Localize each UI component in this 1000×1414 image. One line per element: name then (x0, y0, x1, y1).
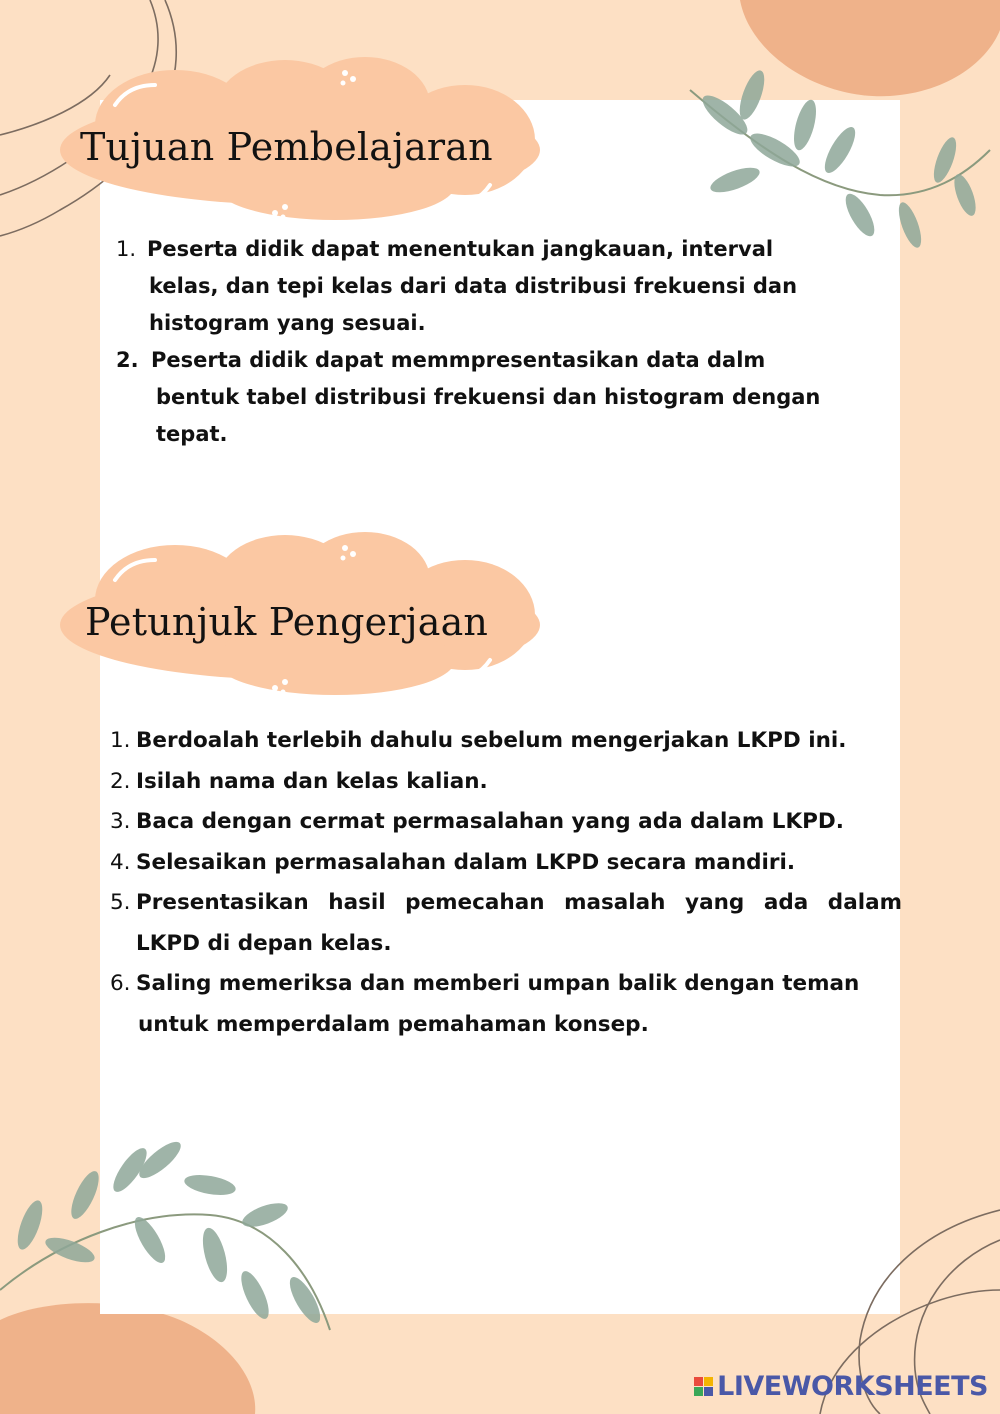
liveworksheets-brand[interactable] (694, 1371, 988, 1402)
list-item-text: Berdoalah terlebih dahulu sebelum mengerjakan LKPD ini. (136, 728, 847, 753)
list-item-text: Presentasikan hasil pemecahan masalah yang ada dalam (136, 890, 902, 915)
list-item-text: Peserta didik dapat memmpresentasikan data dalm (151, 348, 766, 372)
list-item (110, 883, 902, 964)
list-item-number: 2. (110, 768, 131, 794)
list-item-number: 1. (110, 728, 131, 753)
section-title-instructions: Petunjuk Pengerjaan (85, 600, 489, 644)
list-item-text: Saling memeriksa dan memberi umpan balik dengan teman (136, 971, 860, 996)
instructions-list (110, 721, 902, 1045)
list-item (110, 802, 902, 843)
list-item (110, 843, 902, 884)
liveworksheets-logo-icon (694, 1377, 713, 1396)
list-item-text: bentuk tabel distribusi frekuensi dan histogram dengan (156, 385, 821, 409)
brand-name: LIVEWORKSHEETS (717, 1371, 988, 1402)
list-item (110, 964, 902, 1045)
list-item-number: 4. (110, 849, 131, 875)
list-item-number: 5. (110, 890, 131, 915)
list-item-number: 2. (116, 348, 139, 372)
list-item-text: LKPD di depan kelas. (136, 930, 392, 956)
list-item-text: Isilah nama dan kelas kalian. (136, 768, 488, 794)
list-item (116, 342, 886, 453)
list-item-text-block (110, 964, 902, 1045)
list-item-text: untuk memperdalam pemahaman konsep. (138, 1011, 649, 1037)
list-item (110, 762, 902, 803)
list-item (116, 231, 886, 342)
list-item-text: kelas, dan tepi kelas dari data distribusi frekuensi dan (149, 274, 798, 298)
list-item (110, 721, 902, 762)
section-title-objectives: Tujuan Pembelajaran (80, 125, 493, 169)
list-item-text-block (110, 883, 902, 964)
list-item-text: Baca dengan cermat permasalahan yang ada dalam LKPD. (136, 809, 844, 834)
list-item-number: 6. (110, 971, 131, 996)
objectives-list (116, 231, 886, 453)
list-item-text: histogram yang sesuai. (149, 311, 426, 335)
list-item-number: 1. (116, 237, 137, 261)
list-item-text: Selesaikan permasalahan dalam LKPD secara mandiri. (136, 849, 796, 875)
list-item-text: tepat. (156, 422, 228, 446)
list-item-text: Peserta didik dapat menentukan jangkauan, interval (147, 237, 774, 261)
list-item-number: 3. (110, 809, 131, 834)
leaf-branch-bottom-left (0, 1214, 330, 1330)
